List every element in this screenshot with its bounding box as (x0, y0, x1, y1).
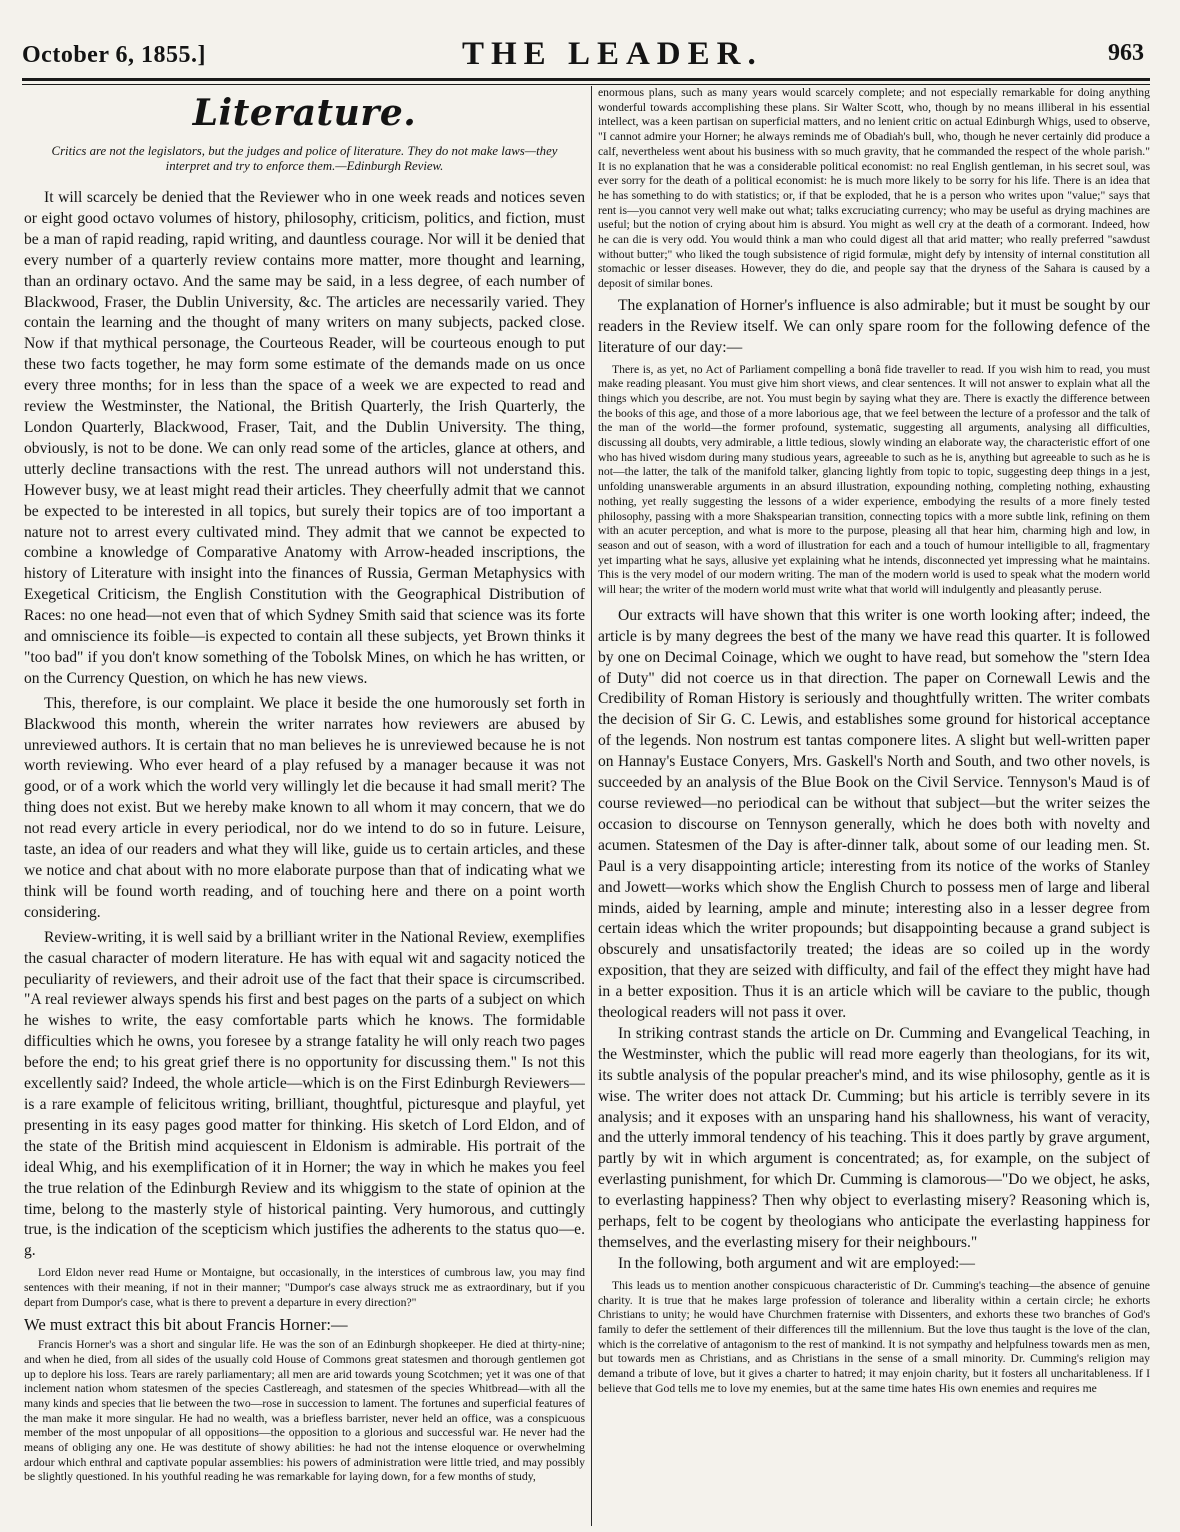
masthead-rule-thin (22, 84, 1150, 85)
quoted-extract: There is, as yet, no Act of Parliament compelling a bonâ fide traveller to read. If you wish him to read, you must make reading pleasant. You must give him short views, and clear sentences. It will not answer to explain what all the things which you describe, are not. You must begin by saying what they are. There is exactly the difference between the books of this age, and those of a more laborious age, that we feel between the lecture of a professor and the talk of the man of the world—the former profound, systematic, suggesting all arguments, analysing all difficulties, discussing all doubts, very admirable, a little tedious, slowly winding an elaborate way, the characteristic effort of one who has hived wisdom during many studious years, agreeable to such as he is, anything but agreeable to such as he is not—the latter, the talk of the manifold talker, glancing lightly from topic to topic, suggesting deep things in a jest, unfolding unanswerable arguments in an absurd illustration, expounding nothing, completing nothing, exhausting nothing, yet really suggesting the lessons of a wider experience, embodying the results of a more finely tested philosophy, passing with a more Shakspearian transition, connecting topics with a more subtle link, refining on them with an acuter perception, and what is more to the purpose, pleasing all that hear him, charming high and low, in season and out of season, with a word of illustration for each and a touch of humour intelligible to all, fragmentary yet imparting what he says, allusive yet explaining what he intends, disconnected yet impressing what he maintains. This is the very model of our modern writing. The man of the modern world is used to speak what the modern world will hear; the writer of the modern world must write what that world will indulgently and pleasantly peruse. (598, 362, 1150, 597)
article-paragraph: In striking contrast stands the article on Dr. Cumming and Evangelical Teaching, in the Westminster, which the public will read more eagerly than theologians, for its wit, its subtle analysis of the popular preacher's mind, and its wise philosophy, gentle as it is wise. The writer does not attack Dr. Cumming; but his article is terribly severe in its analysis; and it exposes with an unsparing hand his shallowness, his want of veracity, and the utterly immoral tendency of his teaching. This it does partly by grave argument, partly by wit in which argument is concentrated; as, for example, on the subject of everlasting punishment, for which Dr. Cumming is clamorous—"Do we object, he asks, to everlasting happiness? Then why object to everlasting misery? Reasoning which is, perhaps, felt to be cogent by theologians who anticipate the everlasting happiness for themselves, and the everlasting misery for their neighbours." (598, 1024, 1150, 1251)
article-paragraph: Our extracts will have shown that this writer is one worth looking after; indeed, the article is by many degrees the best of the many we have read this quarter. It is followed by one on Decimal Coinage, which we ought to have read, but somehow the "stern Idea of Duty" did not coerce us in that direction. The paper on Cornewall Lewis and the Credibility of Roman History is seriously and thoughtfully written. The writer combats the decision of Sir G. C. Lewis, and establishes some ground for historical acceptance of the legends. Non nostrum est tantas componere lites. A slight but well-written paper on Hannay's Eustace Conyers, Mrs. Gaskell's North and South, and two other novels, is succeeded by an analysis of the Blue Book on the Civil Service. Tennyson's Maud is of course reviewed—no periodical can be without that subject—but the writer seizes the occasion to discourse on Tennyson generally, which he does both with novelty and acumen. Statesmen of the Day is after-dinner talk, about some of our leading men. St. Paul is a very disappointing article; interesting from its notice of the works of Stanley and Jowett—works which show the English Church to possess men of large and liberal minds, aided by learning, ample and minute; interesting also in a lesser degree from certain ideas which the writer propounds; but disappointing because a grand subject is obscurely and unsatisfactorily treated; the ideas are so coiled up in the wordy exposition, that they are seized with difficulty, and fail of the effect they might have had in a better exposition. Thus it is an article which will be caviare to the public, though theological readers will not pass it over. (598, 606, 1150, 1022)
article-paragraph: Review-writing, it is well said by a brilliant writer in the National Review, exemplifies the casual character of modern literature. He has with equal wit and sagacity noticed the peculiarity of reviewers, and their adroit use of the fact that their space is circumscribed. "A real reviewer always spends his first and best pages on the parts of a subject on which he wishes to write, the easy comfortable parts which he knows. The formidable difficulties which he owns, you foresee by a strange fatality he will only reach two pages before the end; to his great grief there is no opportunity for discussing them." Is not this excellently said? Indeed, the whole article—which is on the First Edinburgh Reviewers—is a rare example of felicitous writing, brilliant, thoughtful, picturesque and playful, yet presenting in its easy pages good matter for thinking. His sketch of Lord Eldon, and of the state of the British mind acquiescent in Eldonism is admirable. His portrait of the ideal Whig, and his exemplification of it in Horner; the way in which he makes you feel the true relation of the Edinburgh Review and its whiggism to the state of opinion at the time, belong to the masterly style of historical painting. Very humorous, and cuttingly true, is the indication of the scepticism which justifies the adherents to the status quo—e. g. (24, 928, 585, 1260)
right-column (598, 86, 1150, 1526)
newspaper-title: THE LEADER. (462, 36, 763, 72)
masthead (22, 36, 1150, 76)
column-divider (591, 86, 592, 1526)
extract-intro: We must extract this bit about Francis Horner:— (24, 1315, 348, 1335)
left-column (24, 86, 585, 1526)
article-paragraph: The explanation of Horner's influence is also admirable; but it must be sought by our readers in the Review itself. We can only spare room for the following defence of the literature of our day:— (598, 296, 1150, 356)
masthead-rule (22, 78, 1150, 81)
quoted-extract: enormous plans, such as many years would scarcely complete; and not especially remarkable for doing anything wonderful towards accomplishing these plans. Sir Walter Scott, who, though by no means illiberal in his essential intellect, was a keen partisan on superficial matters, and no lenient critic on actual Edinburgh Whigs, used to observe, "I cannot admire your Horner; he always reminds me of Obadiah's bull, who, though he never certainly did produce a calf, nevertheless went about his business with so much gravity, that he commanded the respect of the whole parish." It is no explanation that he was a considerable political economist: no real English gentleman, in his secret soul, was ever sorry for the death of a political economist: he is much more likely to be sorry for his life. There is an idea that he has something to do with statistics; or, if that be exploded, that he is a person who writes upon "value;" says that rent is—you cannot very well make out what; talks excruciating currency; who may be useful as drying machines are useful; but the notion of crying about him is absurd. You might as well cry at the death of a cormorant. Indeed, how he can die is very odd. You would think a man who could digest all that arid matter; who really preferred "sawdust without butter;" who liked the tough subsistence of rigid formulæ, might defy by intensity of internal constitution all stomachic or lesser diseases. However, they do die, and people say that the dryness of the Sahara is caused by a deposit of similar bones. (598, 86, 1150, 291)
quoted-extract: Francis Horner's was a short and singular life. He was the son of an Edinburgh shopkeeper. He died at thirty-nine; and when he died, from all sides of the usually cold House of Commons great statesmen and thorough gentlemen got up to deplore his loss. Tears are rarely parliamentary; all men are arid towards young Scotchmen; yet it was one of that inclement nation whom statesmen of the species Castlereagh, and statesmen of the species Whitbread—with all the many kinds and species that lie between the two—rose in succession to lament. The fortunes and superficial features of the man make it more singular. He had no wealth, was a briefless barrister, never held an office, was a conspicuous member of the most unpopular of all oppositions—the opposition to a glorious and successful war. He never had the means of obliging any one. He was destitute of showy abilities: he had not the intense eloquence or overwhelming ardour which enthral and captivate popular assemblies: his powers of administration were little tried, and may possibly be slightly questioned. In his youthful reading he was remarkable for laying down, for a few months of study, (24, 1338, 585, 1484)
section-title: Literature. (192, 92, 417, 134)
article-paragraph: This, therefore, is our complaint. We place it beside the one humorously set forth in Blackwood this month, wherein the writer narrates how reviewers are abused by unreviewed authors. It is certain that no man believes he is unreviewed because he is not worth reviewing. Who ever heard of a play refused by a manager because it was not good, or of a work which the world very willingly let die because it had small merit? The thing does not exist. But we hereby make known to all whom it may concern, that we do not read every article in every periodical, nor do we intend to do so in future. Leisure, taste, an idea of our readers and what they will like, guide us to certain articles, and these we notice and chat about with no more elaborate purpose than that of indicating what we think will be found worth reading, and of touching here and there on a point worth considering. (24, 694, 585, 921)
issue-date: October 6, 1855.] (22, 42, 207, 68)
page-number: 963 (1108, 40, 1144, 66)
quoted-extract: Lord Eldon never read Hume or Montaigne, but occasionally, in the interstices of cumbrous law, you may find sentences with their meaning, if not in their manner; "Dumpor's case always struck me as extraordinary, but if you depart from Dumpor's case, what is there to prevent a departure in every direction?" (24, 1266, 585, 1309)
quoted-extract: This leads us to mention another conspicuous characteristic of Dr. Cumming's teaching—the absence of genuine charity. It is true that he makes large profession of tolerance and liberality within a certain circle; he exhorts Christians to unity; he would have Churchmen fraternise with Dissenters, and exhorts these two branches of God's family to defer the settlement of their differences till the millennium. But the love thus taught is the love of the clan, which is the correlative of antagonism to the rest of mankind. It is not sympathy and helpfulness towards men as men, but towards men as Christians, and as Christians in the sense of a small minority. Dr. Cumming's religion may demand a tribute of love, but it gives a charter to hatred; it may enjoin charity, but it fosters all uncharitableness. If I believe that God tells me to love my enemies, but at the same time hates His own enemies and requires me (598, 1278, 1150, 1395)
article-paragraph: It will scarcely be denied that the Reviewer who in one week reads and notices seven or eight good octavo volumes of history, philosophy, criticism, politics, and fiction, must be a man of rapid reading, rapid writing, and dauntless courage. Nor will it be denied that every number of a quarterly review contains more matter, more thought and learning, than an ordinary octavo. And the same may be said, in a less degree, of each number of Blackwood, Fraser, the Dublin University, &c. The articles are necessarily varied. They contain the learning and the thought of many writers on many subjects, packed close. Now if that mythical personage, the Courteous Reader, will be courteous enough to put these two facts together, he may form some estimate of the demands made on us once every three months; for in less than the space of a week we are expected to read and review the Westminster, the National, the British Quarterly, the Irish Quarterly, the London Quarterly, Blackwood, Fraser, Tait, and the Dublin University. The thing, obviously, is not to be done. We can only read some of the articles, glance at others, and utterly decline transactions with the rest. The unread authors will not understand this. However busy, we at least might read their articles. They cheerfully admit that we cannot be expected to be interested in all topics, but surely their topics are of too important a nature not to arrest every cultivated mind. They admit that we cannot be expected to combine a knowledge of Comparative Anatomy with Arrow-headed inscriptions, the history of Literature with insight into the finances of Russia, German Metaphysics with Exegetical Criticism, the English Constitution with the Geographical Distribution of Races: no one head—not even that of which Sydney Smith said that science was its forte and omniscience its foible—is expected to contain all these subjects, yet Brown thinks it "too bad" if you don't know something of the Tobolsk Mines, on which he has written, or on the Currency Question, on which he has new views. (24, 189, 585, 687)
article-paragraph: In the following, both argument and wit are employed:— (618, 1254, 975, 1272)
section-motto: Critics are not the legislators, but the judges and police of literature. They do not make laws—they interpret and try to enforce them.—Edinburgh Review. (51, 144, 558, 173)
